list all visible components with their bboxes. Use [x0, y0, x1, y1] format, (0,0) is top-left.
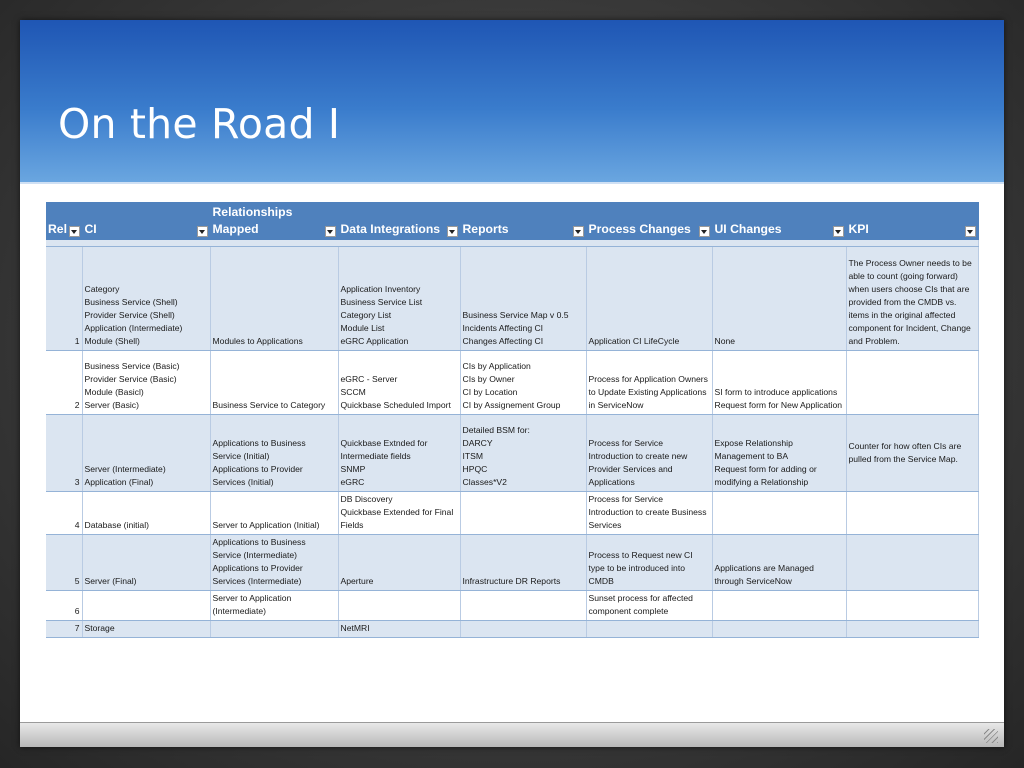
relationships-cell: Applications to Business Service (Intermediate) Applications to Provider Services (Intermediate): [210, 535, 338, 591]
process-changes-cell: Sunset process for affected component complete: [586, 591, 712, 621]
resize-grip-icon[interactable]: [984, 729, 998, 743]
dropdown-arrow-icon[interactable]: [965, 226, 976, 237]
reports-cell: Detailed BSM for: DARCY ITSM HPQC Classes*V2: [460, 415, 586, 492]
relationships-cell: Applications to Business Service (Initial) Applications to Provider Services (Initial): [210, 415, 338, 492]
process-changes-cell: [586, 621, 712, 638]
kpi-cell: [846, 591, 978, 621]
reports-cell: [460, 621, 586, 638]
data-integrations-cell: NetMRI: [338, 621, 460, 638]
ci-cell: [82, 591, 210, 621]
column-header-process-changes[interactable]: Process Changes: [586, 202, 712, 240]
process-changes-cell: Process to Request new CI type to be introduced into CMDB: [586, 535, 712, 591]
ci-cell: Category Business Service (Shell) Provider Service (Shell) Application (Intermediate) Module (Shell): [82, 247, 210, 351]
data-integrations-cell: Aperture: [338, 535, 460, 591]
dropdown-arrow-icon[interactable]: [447, 226, 458, 237]
kpi-cell: [846, 621, 978, 638]
dropdown-arrow-icon[interactable]: [325, 226, 336, 237]
rel-cell: 4: [46, 492, 82, 535]
header-row: [46, 202, 978, 240]
title-band: [20, 20, 1004, 182]
ui-changes-cell: Expose Relationship Management to BA Request form for adding or modifying a Relationship: [712, 415, 846, 492]
table-row: [46, 621, 978, 638]
table-row: [46, 351, 978, 415]
ci-cell: Business Service (Basic) Provider Service (Basic) Module (Basicl) Server (Basic): [82, 351, 210, 415]
dropdown-arrow-icon[interactable]: [573, 226, 584, 237]
kpi-cell: [846, 351, 978, 415]
ui-changes-cell: SI form to introduce applications Request form for New Application: [712, 351, 846, 415]
reports-cell: [460, 492, 586, 535]
column-header-ui-changes[interactable]: UI Changes: [712, 202, 846, 240]
column-header-kpi[interactable]: KPI: [846, 202, 978, 240]
table-row: [46, 415, 978, 492]
kpi-cell: The Process Owner needs to be able to count (going forward) when users choose CIs that are provided from the CMDB vs. items in the original affected component for Incident, Change and Problem.: [846, 247, 978, 351]
table-row: [46, 591, 978, 621]
ui-changes-cell: [712, 591, 846, 621]
rel-cell: 6: [46, 591, 82, 621]
column-header-data-integrations[interactable]: Data Integrations: [338, 202, 460, 240]
header-rule: [20, 182, 1004, 184]
data-integrations-cell: Application Inventory Business Service List Category List Module List eGRC Application: [338, 247, 460, 351]
ci-cell: Server (Intermediate) Application (Final): [82, 415, 210, 492]
relationships-cell: Business Service to Category: [210, 351, 338, 415]
data-integrations-cell: Quickbase Extnded for Intermediate fields SNMP eGRC: [338, 415, 460, 492]
table-row: [46, 535, 978, 591]
column-header-ci[interactable]: CI: [82, 202, 210, 240]
relationships-cell: Modules to Applications: [210, 247, 338, 351]
rel-cell: 2: [46, 351, 82, 415]
table-row: [46, 492, 978, 535]
ui-changes-cell: None: [712, 247, 846, 351]
ci-cell: Server (Final): [82, 535, 210, 591]
table-row: [46, 247, 978, 351]
dropdown-arrow-icon[interactable]: [833, 226, 844, 237]
data-integrations-cell: [338, 591, 460, 621]
process-changes-cell: Application CI LifeCycle: [586, 247, 712, 351]
column-header-reports[interactable]: Reports: [460, 202, 586, 240]
slide-title: On the Road I: [58, 100, 341, 148]
dropdown-arrow-icon[interactable]: [699, 226, 710, 237]
dropdown-arrow-icon[interactable]: [69, 226, 80, 237]
rel-cell: 7: [46, 621, 82, 638]
kpi-cell: [846, 535, 978, 591]
reports-cell: [460, 591, 586, 621]
data-integrations-cell: eGRC - Server SCCM Quickbase Scheduled Import: [338, 351, 460, 415]
process-changes-cell: Process for Service Introduction to create Business Services: [586, 492, 712, 535]
dropdown-arrow-icon[interactable]: [197, 226, 208, 237]
rel-cell: 1: [46, 247, 82, 351]
data-integrations-cell: DB Discovery Quickbase Extended for Final Fields: [338, 492, 460, 535]
rel-cell: 5: [46, 535, 82, 591]
reports-cell: Infrastructure DR Reports: [460, 535, 586, 591]
column-header-relationships-mapped[interactable]: Relationships Mapped: [210, 202, 338, 240]
column-header-rel[interactable]: Rel: [46, 202, 82, 240]
slide: [20, 20, 1004, 747]
slide-footer-bar: [20, 722, 1004, 747]
rel-cell: 3: [46, 415, 82, 492]
reports-cell: Business Service Map v 0.5 Incidents Affecting CI Changes Affecting CI: [460, 247, 586, 351]
ui-changes-cell: [712, 621, 846, 638]
kpi-cell: Counter for how often CIs are pulled from the Service Map.: [846, 415, 978, 492]
release-table: [46, 202, 979, 638]
ci-cell: Database (initial): [82, 492, 210, 535]
relationships-cell: Server to Application (Initial): [210, 492, 338, 535]
kpi-cell: [846, 492, 978, 535]
ui-changes-cell: Applications are Managed through ServiceNow: [712, 535, 846, 591]
ci-cell: Storage: [82, 621, 210, 638]
process-changes-cell: Process for Application Owners to Update Existing Applications in ServiceNow: [586, 351, 712, 415]
relationships-cell: Server to Application (Intermediate): [210, 591, 338, 621]
reports-cell: CIs by Application CIs by Owner CI by Location CI by Assignement Group: [460, 351, 586, 415]
process-changes-cell: Process for Service Introduction to create new Provider Services and Applications: [586, 415, 712, 492]
relationships-cell: [210, 621, 338, 638]
ui-changes-cell: [712, 492, 846, 535]
